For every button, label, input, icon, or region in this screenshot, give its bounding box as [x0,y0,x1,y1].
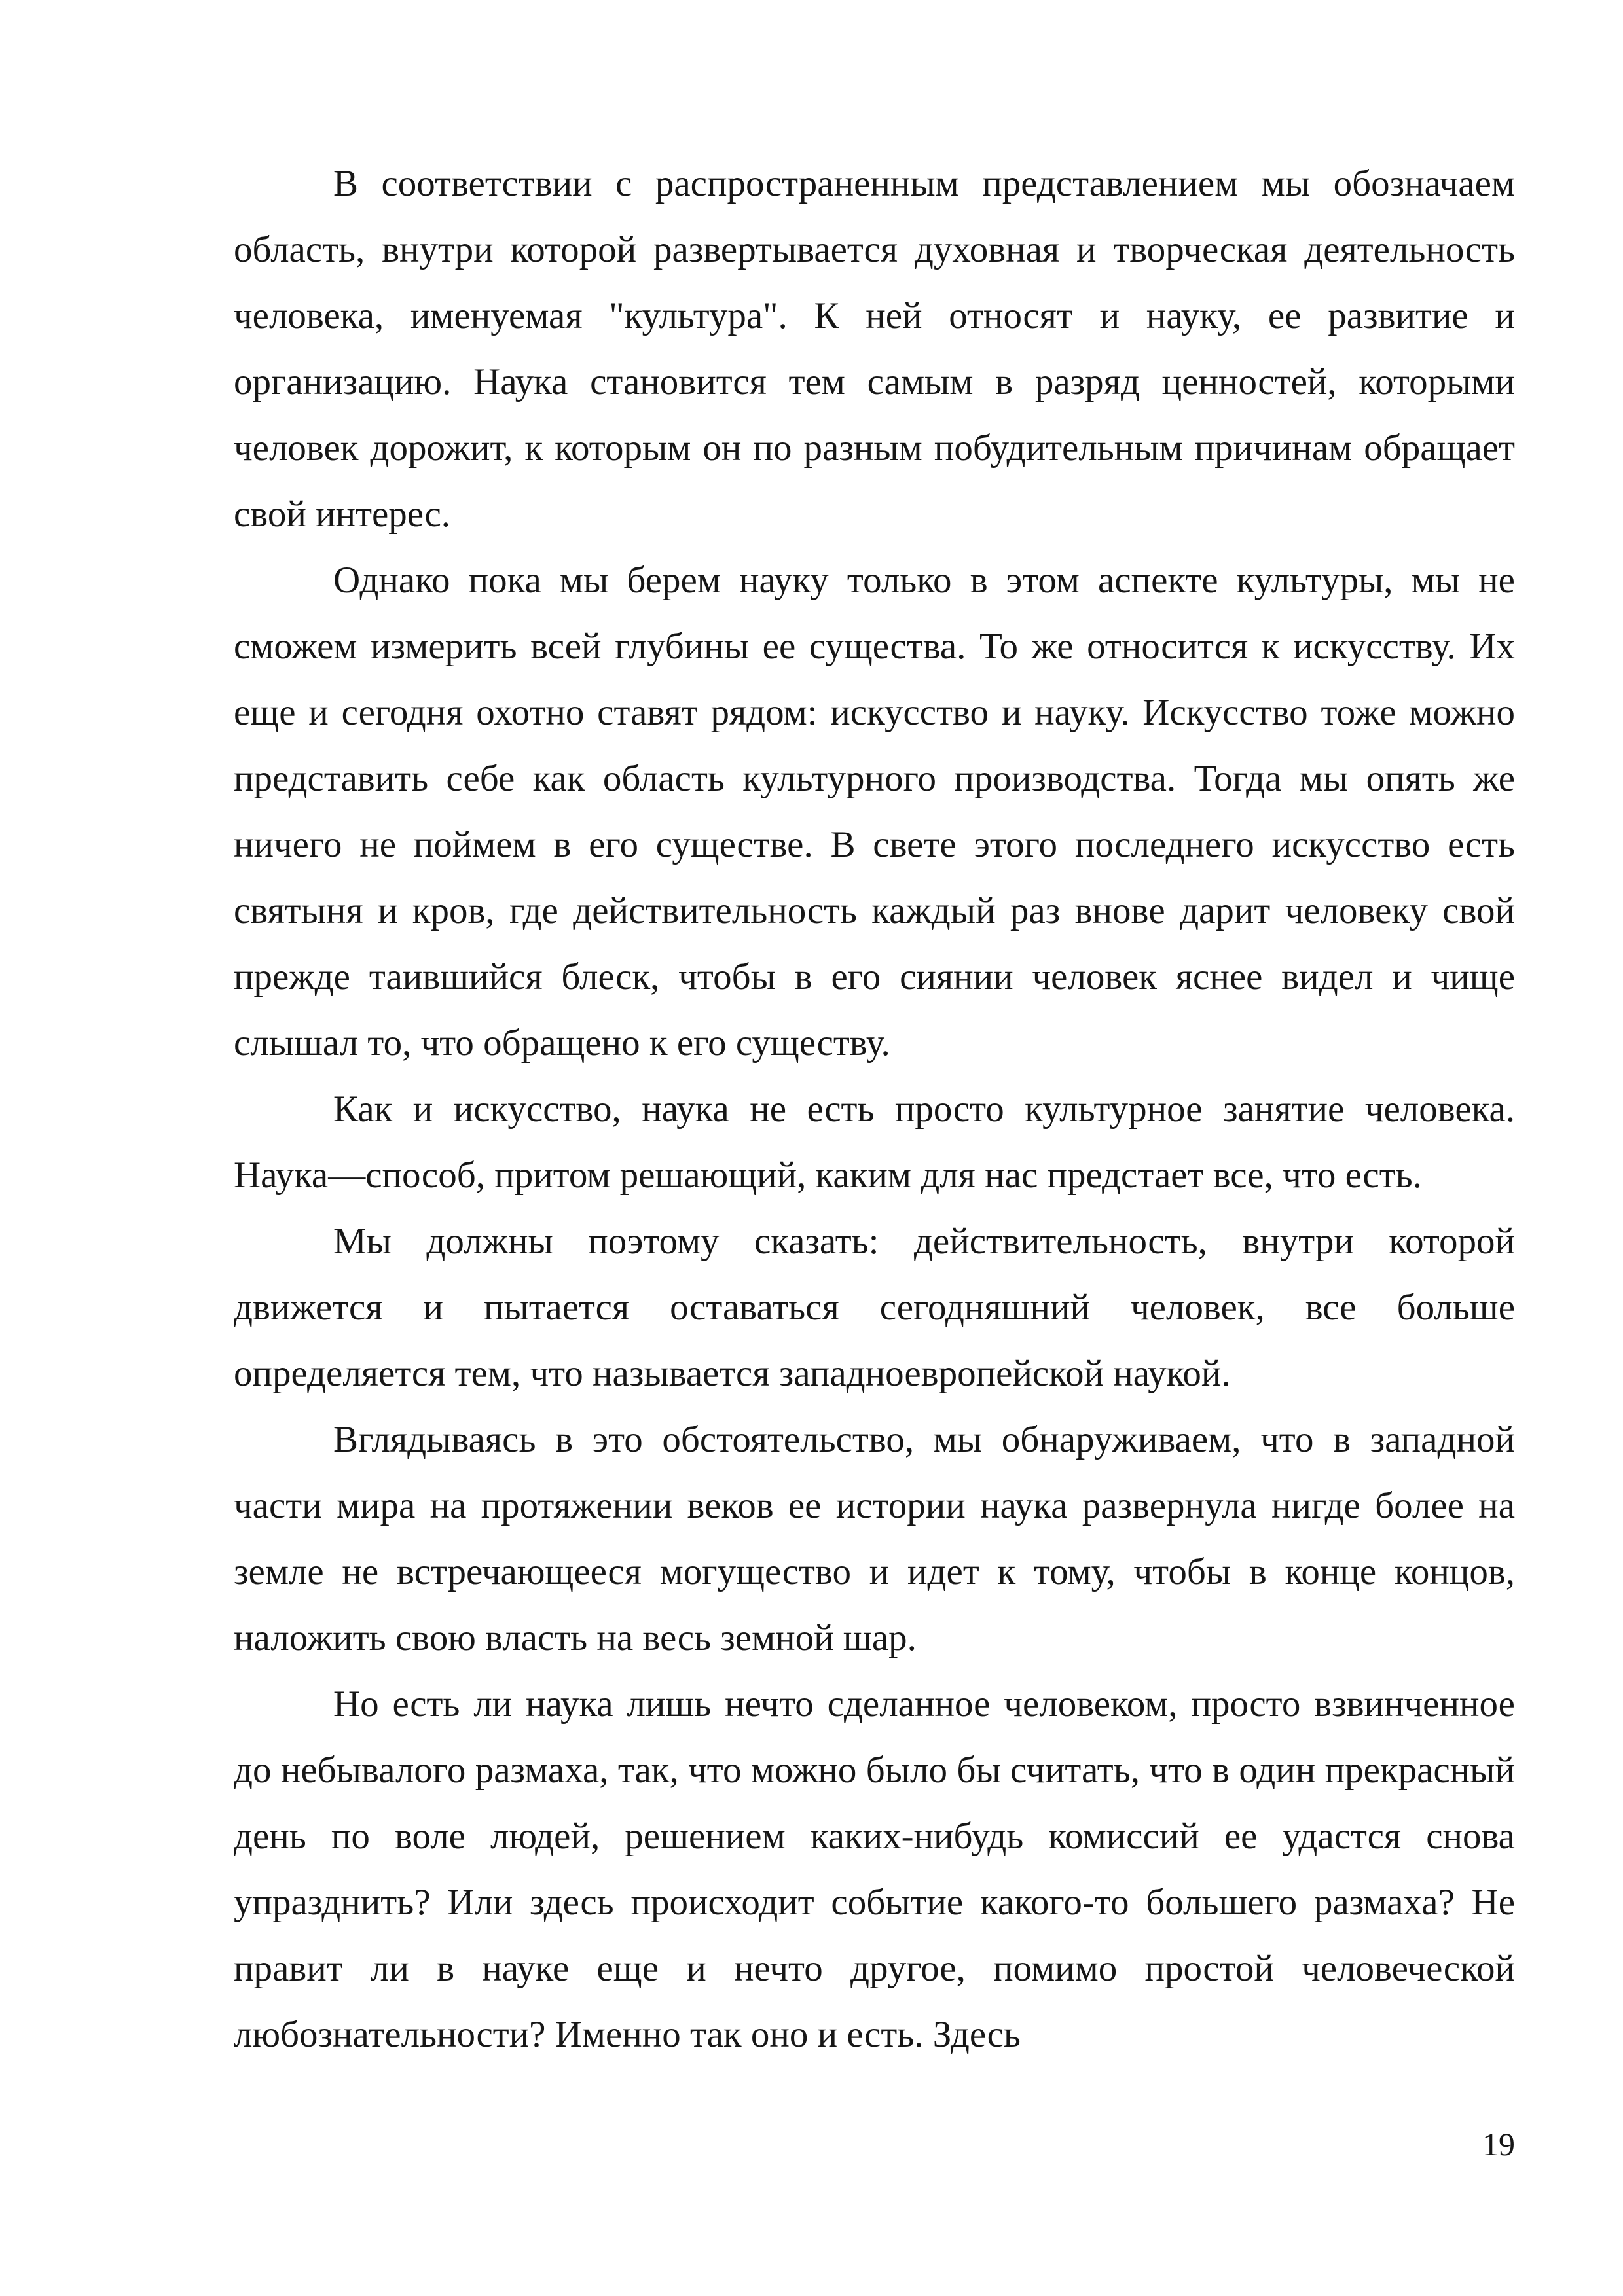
paragraph-5: Вглядываясь в это обстоятельство, мы обнаруживаем, что в западной части мира на протяжении веков ее истории наука развернула нигде более на земле не встречающееся могущество и идет к тому, чтобы в конце концов, наложить свою власть на весь земной шар. [234,1419,1515,1659]
body-text [234,151,1515,2068]
paragraph-6: Но есть ли наука лишь нечто сделанное человеком, просто взвинченное до небывалого размаха, так, что можно было бы считать, что в один прекрасный день по воле людей, решением каких-нибудь комиссий ее удастся снова упразднить? Или здесь происходит событие какого-то большего размаха? Не правит ли в науке еще и нечто другое, помимо простой человеческой любознательности? Именно так оно и есть. Здесь [234,1683,1515,2055]
paragraph-3: Как и искусство, наука не есть просто культурное занятие человека. Наука—способ, притом решающий, каким для нас предстает все, что есть. [234,1088,1515,1196]
paragraph-4: Мы должны поэтому сказать: действительность, внутри которой движется и пытается оставаться сегодняшний человек, все больше определяется тем, что называется западноевропейской наукой. [234,1221,1515,1394]
page-number: 19 [1482,2126,1515,2162]
paragraph-2: Однако пока мы берем науку только в этом аспекте культуры, мы не сможем измерить всей глубины ее существа. То же относится к искусству. Их еще и сегодня охотно ставят рядом: искусство и науку. Искусство тоже можно представить себе как область культурного производства. Тогда мы опять же ничего не поймем в его существе. В свете этого последнего искусство есть святыня и кров, где действительность каждый раз вновe дарит человеку свой прежде таившийся блеск, чтобы в его сиянии человек яснее видел и чище слышал то, что обращено к его существу. [234,560,1515,1064]
paragraph-1: В соответствии с распространенным представлением мы обозначаем область, внутри которой развертывается духовная и творческая деятельность человека, именуемая "культура". К ней относят и науку, ее развитие и организацию. Наука становится тем самым в разряд ценностей, которыми человек дорожит, к которым он по разным побудительным причинам обращает свой интерес. [234,163,1515,535]
